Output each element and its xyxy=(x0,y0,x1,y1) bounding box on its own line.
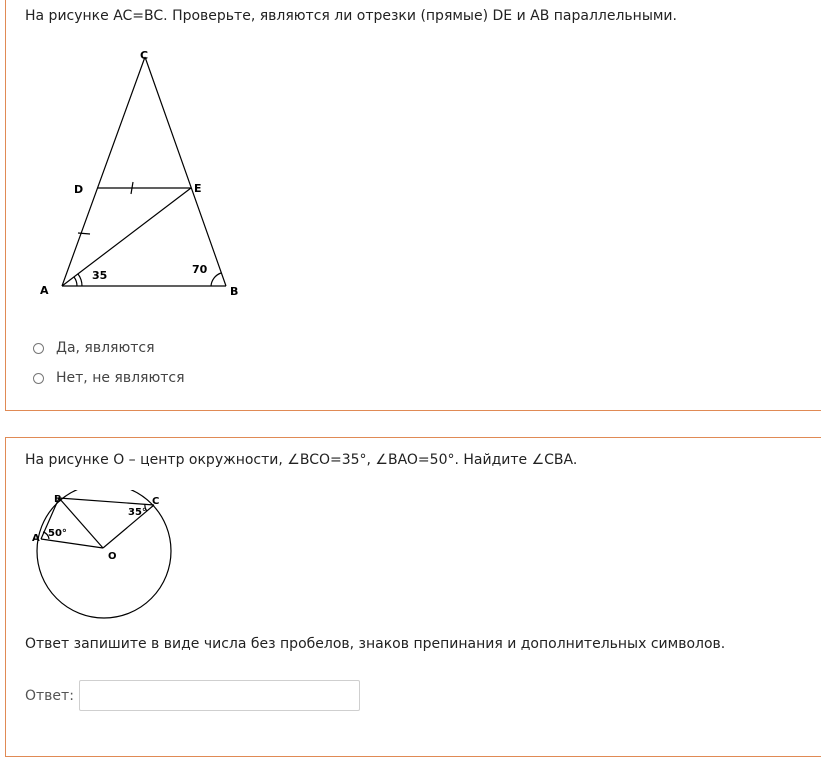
label-o: O xyxy=(108,551,117,562)
answer-row xyxy=(25,680,360,711)
label-b: B xyxy=(230,285,239,298)
label-e: E xyxy=(194,182,202,195)
label-a: A xyxy=(40,284,49,297)
answer-input[interactable] xyxy=(79,680,360,711)
question-card-1 xyxy=(5,0,821,411)
arc-b xyxy=(211,273,221,286)
side-ac xyxy=(62,57,145,286)
segment-bo xyxy=(59,498,103,548)
option-no[interactable] xyxy=(33,369,185,387)
label-c: C xyxy=(140,49,149,62)
answer-instructions: Ответ запишите в виде числа без пробелов, знаков препинания и дополнительных символов. xyxy=(25,636,726,652)
label-angle-70: 70 xyxy=(192,263,208,276)
question-1-text: На рисунке AC=BC. Проверьте, являются ли отрезки (прямые) DE и AB параллельными. xyxy=(25,8,677,24)
label-b: B xyxy=(54,494,62,505)
triangle-figure xyxy=(6,48,266,308)
segment-ae xyxy=(62,188,191,286)
label-angle-50: 50° xyxy=(48,528,67,539)
radio-button[interactable] xyxy=(33,343,44,354)
label-a: A xyxy=(32,533,40,544)
label-angle-35: 35 xyxy=(92,269,108,282)
question-2-text: На рисунке O – центр окружности, ∠BCO=35°, ∠BAO=50°. Найдите ∠CBA. xyxy=(25,452,578,468)
option-label: Нет, не являются xyxy=(56,370,185,386)
question-card-2 xyxy=(5,437,821,757)
segment-ao xyxy=(41,539,103,548)
side-bc xyxy=(145,57,226,286)
arc-a1 xyxy=(74,277,77,286)
option-label: Да, являются xyxy=(56,340,155,356)
radio-button[interactable] xyxy=(33,373,44,384)
circle-figure xyxy=(26,490,206,620)
circle xyxy=(37,490,171,618)
option-yes[interactable] xyxy=(33,339,155,357)
chord-bc xyxy=(59,498,154,505)
tick-ad xyxy=(78,233,90,234)
arc-a2 xyxy=(78,274,82,286)
label-angle-35: 35° xyxy=(128,507,147,518)
label-d: D xyxy=(74,183,84,196)
answer-label: Ответ: xyxy=(25,687,74,704)
label-c: C xyxy=(152,496,160,507)
